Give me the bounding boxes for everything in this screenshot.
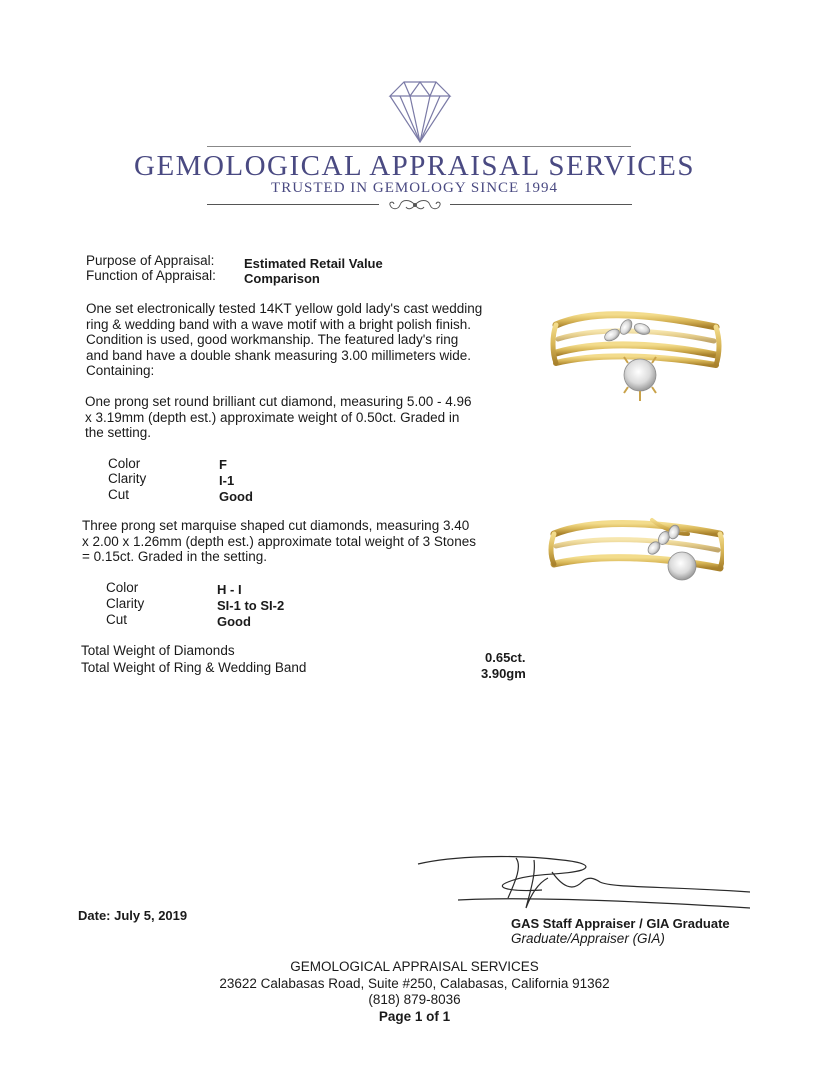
company-tagline: TRUSTED IN GEMOLOGY SINCE 1994: [271, 180, 558, 196]
handwritten-signature: [412, 852, 752, 922]
header-rule-right: [450, 204, 632, 205]
side-stones-description: Three prong set marquise shaped cut diamonds, measuring 3.40 x 2.00 x 1.26mm (depth est.) approximate total weight of 3 Stones = 0.15ct. Graded in the setting.: [82, 518, 476, 565]
center-grade-label: Clarity: [108, 471, 147, 486]
total-diamonds-value: 0.65ct.: [485, 650, 526, 665]
flourish-ornament-icon: [384, 197, 446, 213]
purpose-label: Purpose of Appraisal:: [86, 253, 215, 268]
header-rule-left: [207, 204, 379, 205]
company-name: GEMOLOGICAL APPRAISAL SERVICES: [134, 150, 695, 182]
side-grade-label: Clarity: [106, 596, 145, 611]
appraiser-title: GAS Staff Appraiser / GIA Graduate: [511, 916, 730, 931]
diamond-logo-icon: [380, 78, 460, 148]
side-grade-value: H - I: [217, 582, 242, 597]
center-grade-label: Color: [108, 456, 141, 471]
side-grade-label: Color: [106, 580, 139, 595]
item-description: One set electronically tested 14KT yellow gold lady's cast wedding ring & wedding band with a wave motif with a bright polish finish. Condition is used, good workmanship. The featured lady's ring and band have a double shank measuring 3.00 millimeters wide. Containing:: [86, 301, 483, 379]
ring-photo-bottom: [548, 516, 724, 596]
center-grade-label: Cut: [108, 487, 130, 502]
center-grade-value: F: [219, 457, 227, 472]
center-stone-description: One prong set round brilliant cut diamond, measuring 5.00 - 4.96 x 3.19mm (depth est.) approximate weight of 0.50ct. Graded in the setting.: [85, 394, 472, 441]
total-ring-label: Total Weight of Ring & Wedding Band: [81, 660, 307, 675]
appraisal-date: Date: July 5, 2019: [78, 908, 188, 923]
total-ring-value: 3.90gm: [481, 666, 526, 681]
function-label: Function of Appraisal:: [86, 268, 216, 283]
center-grade-value: I-1: [219, 473, 235, 488]
center-grade-value: Good: [219, 489, 253, 504]
purpose-value: Estimated Retail Value: [244, 256, 383, 271]
total-diamonds-label: Total Weight of Diamonds: [81, 643, 235, 658]
footer-page-number: Page 1 of 1: [378, 1009, 451, 1024]
appraiser-subtitle: Graduate/Appraiser (GIA): [511, 931, 665, 946]
side-grade-value: SI-1 to SI-2: [217, 598, 285, 613]
footer-company: GEMOLOGICAL APPRAISAL SERVICES: [290, 959, 539, 974]
side-grade-value: Good: [217, 614, 251, 629]
function-value: Comparison: [244, 271, 320, 286]
side-grade-label: Cut: [106, 612, 128, 627]
ring-photo-top: [548, 305, 724, 435]
header-rule-top: [207, 146, 631, 147]
footer-address: 23622 Calabasas Road, Suite #250, Calabasas, California 91362: [219, 976, 610, 991]
footer-phone: (818) 879-8036: [368, 992, 461, 1007]
